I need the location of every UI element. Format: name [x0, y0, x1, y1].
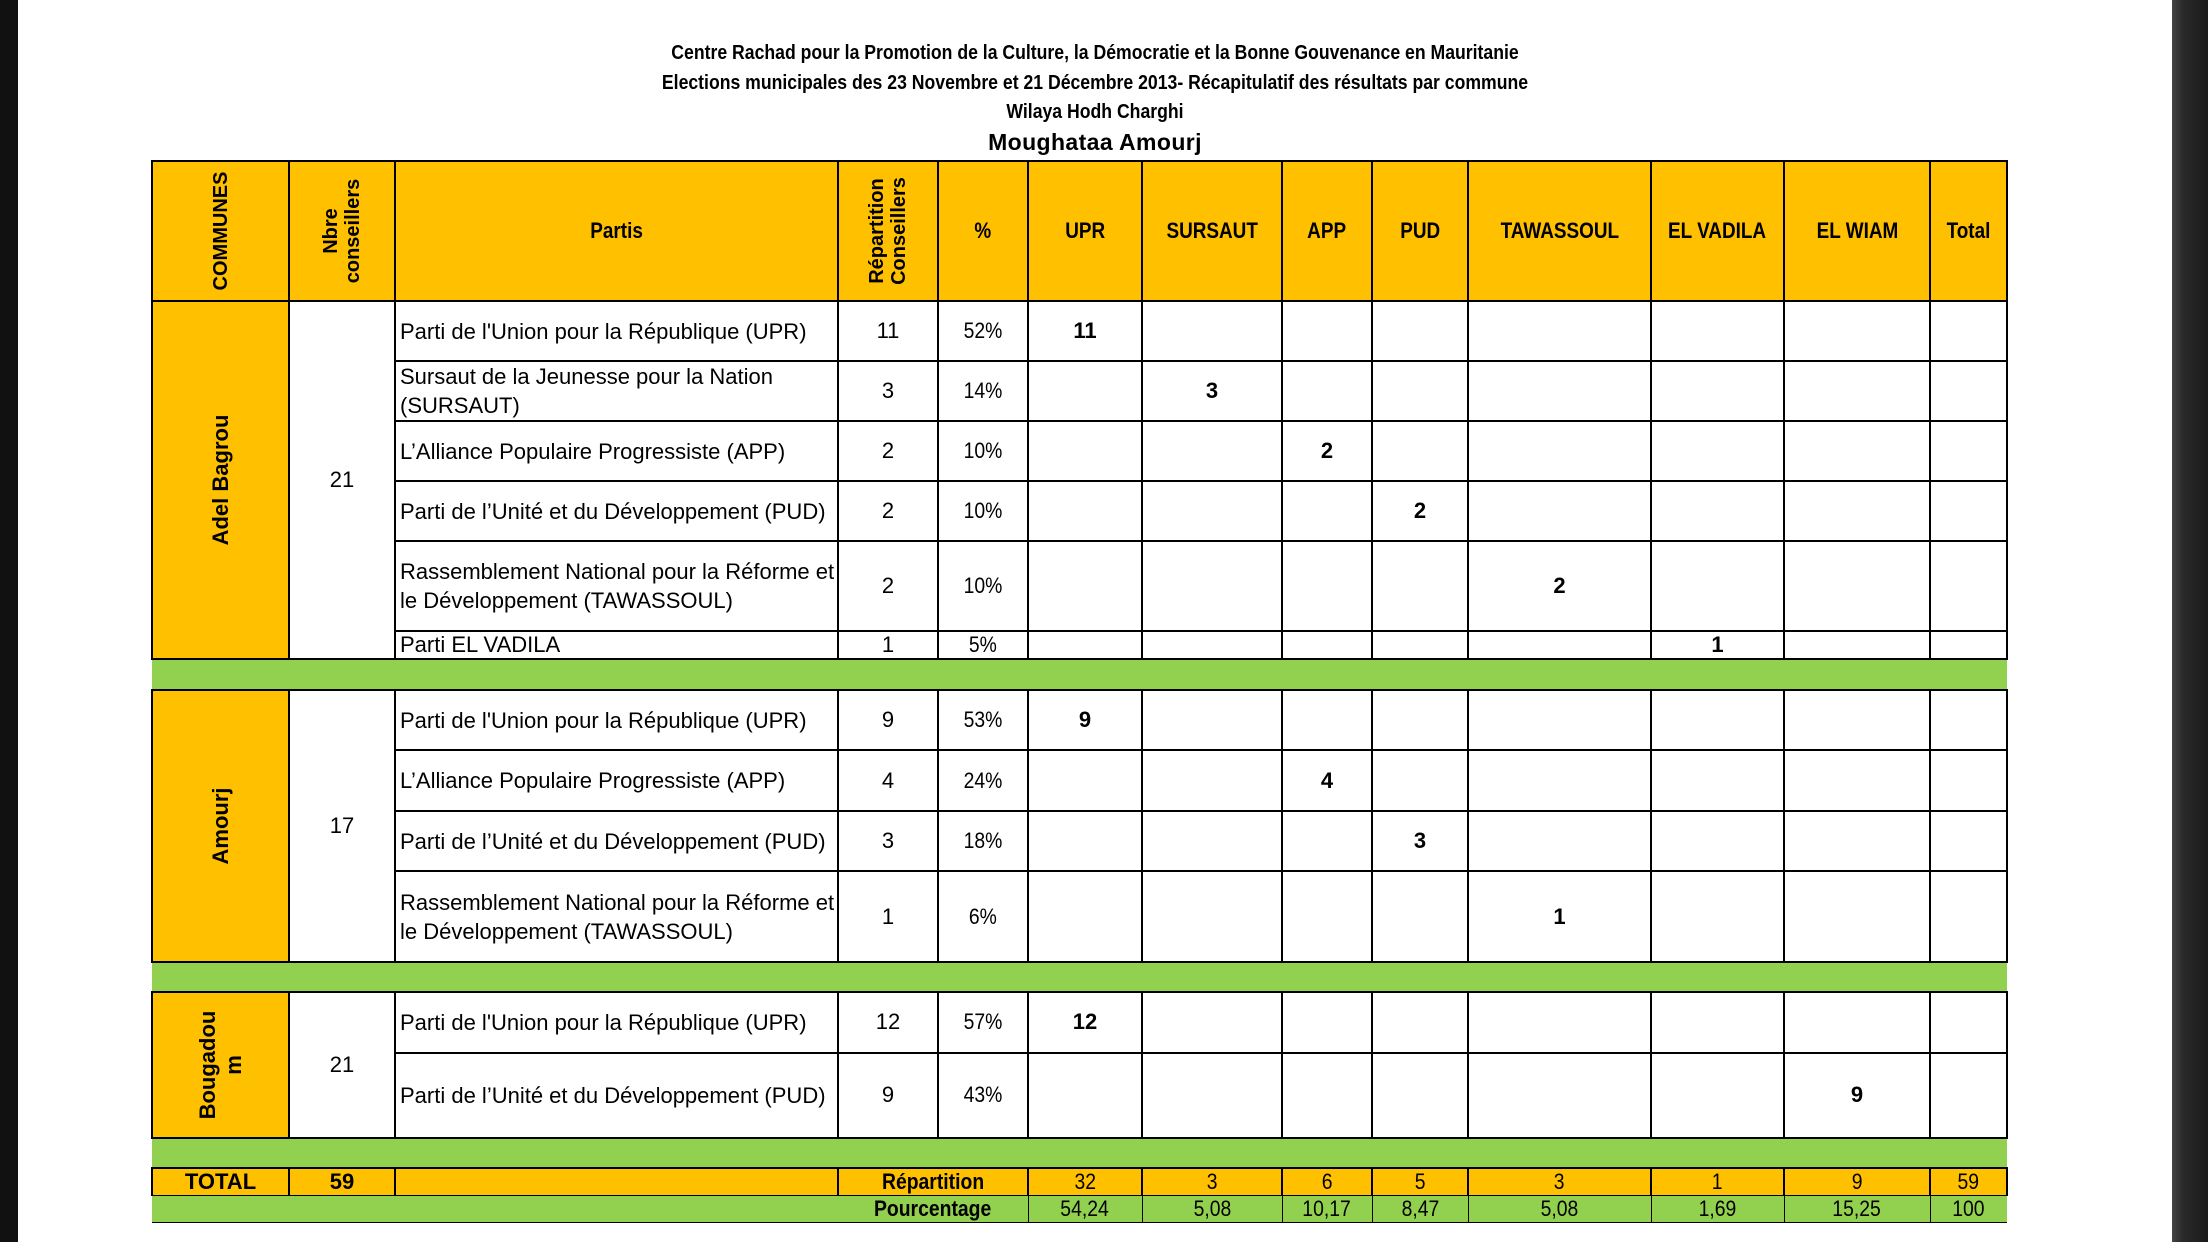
percent-cell	[938, 481, 1028, 541]
repartition-label	[838, 1168, 1028, 1196]
seats-elwiam-cell	[1784, 871, 1930, 962]
repartition-cell: 3	[838, 361, 938, 421]
seats-elvadila-cell	[1651, 541, 1784, 631]
seats-upr-cell	[1028, 421, 1142, 481]
repartition-app-value: 6	[1321, 1169, 1333, 1194]
percent-cell	[938, 421, 1028, 481]
nbre-conseillers-cell: 21	[289, 992, 395, 1138]
seats-pud-cell	[1372, 421, 1468, 481]
column-header-partis: Partis	[395, 161, 838, 301]
column-header-total: Total	[1930, 161, 2007, 301]
percent-cell	[938, 871, 1028, 962]
repartition-upr-value: 32	[1074, 1169, 1096, 1194]
repartition-cell: 12	[838, 992, 938, 1053]
seats-tawassoul-cell	[1468, 481, 1651, 541]
seats-tawassoul-cell	[1468, 1053, 1651, 1138]
seats-total-cell	[1930, 631, 2007, 659]
party-name-cell: Parti de l’Unité et du Développement (PUD)	[395, 811, 838, 871]
party-name-cell: Sursaut de la Jeunesse pour la Nation (SURSAUT)	[395, 361, 838, 421]
percent-value: 53%	[963, 707, 1003, 733]
repartition-cell: 2	[838, 481, 938, 541]
document-header	[18, 38, 2172, 157]
table-row	[152, 750, 2007, 810]
seats-tawassoul-cell	[1468, 421, 1651, 481]
seats-elvadila-cell	[1651, 481, 1784, 541]
seats-pud-cell	[1372, 992, 1468, 1053]
seats-total-cell	[1930, 992, 2007, 1053]
seats-app-cell	[1282, 690, 1372, 750]
percent-value: 10%	[963, 573, 1003, 598]
repartition-total-value: 59	[1957, 1169, 1980, 1194]
seats-elvadila-cell	[1651, 750, 1784, 810]
seats-elwiam-cell	[1784, 301, 1930, 361]
percent-cell	[938, 811, 1028, 871]
column-header-app: APP	[1282, 161, 1372, 301]
repartition-elvadila	[1651, 1168, 1784, 1196]
seats-upr-cell	[1028, 361, 1142, 421]
table-row	[152, 301, 2007, 361]
seats-sursaut-cell	[1142, 750, 1282, 810]
repartition-cell: 9	[838, 1053, 938, 1138]
seats-app-cell	[1282, 481, 1372, 541]
column-header-communes: COMMUNES	[152, 161, 289, 301]
pourcentage-total	[1930, 1196, 2007, 1223]
commune-name: Amourj	[207, 787, 233, 865]
table-row	[152, 631, 2007, 659]
separator-band-cell	[152, 659, 2007, 690]
repartition-cell: 9	[838, 690, 938, 750]
seats-sursaut-cell	[1142, 811, 1282, 871]
seats-tawassoul-cell	[1468, 690, 1651, 750]
repartition-elwiam-value: 9	[1851, 1169, 1863, 1194]
commune-name: Bougadou m	[194, 1010, 246, 1120]
pourcentage-elwiam-value: 15,25	[1832, 1196, 1882, 1221]
seats-total-cell	[1930, 541, 2007, 631]
seats-upr-cell	[1028, 541, 1142, 631]
percent-value: 18%	[963, 828, 1003, 854]
seats-sursaut-cell	[1142, 690, 1282, 750]
seats-total-cell	[1930, 690, 2007, 750]
column-header-elwiam: EL WIAM	[1784, 161, 1930, 301]
seats-sursaut-cell	[1142, 481, 1282, 541]
seats-tawassoul-cell: 1	[1468, 871, 1651, 962]
seats-elwiam-cell	[1784, 690, 1930, 750]
percent-value: 52%	[963, 318, 1003, 343]
percent-cell	[938, 631, 1028, 659]
pourcentage-label	[838, 1196, 1028, 1223]
party-name-cell: Parti de l’Unité et du Développement (PUD)	[395, 481, 838, 541]
repartition-cell: 4	[838, 750, 938, 810]
seats-elvadila-cell	[1651, 301, 1784, 361]
party-name-cell: Parti de l'Union pour la République (UPR)	[395, 690, 838, 750]
repartition-label-text: Répartition	[881, 1169, 985, 1194]
commune-name: Adel Bagrou	[207, 414, 233, 546]
percent-cell	[938, 301, 1028, 361]
nbre-conseillers-cell: 21	[289, 301, 395, 659]
seats-sursaut-cell: 3	[1142, 361, 1282, 421]
seats-app-cell	[1282, 871, 1372, 962]
seats-pud-cell	[1372, 690, 1468, 750]
nbre-conseillers-cell: 17	[289, 690, 395, 962]
seats-elwiam-cell	[1784, 361, 1930, 421]
pourcentage-sursaut	[1142, 1196, 1282, 1223]
pourcentage-sursaut-value: 5,08	[1193, 1196, 1231, 1221]
repartition-cell: 1	[838, 631, 938, 659]
commune-name-cell	[152, 992, 289, 1138]
separator-band	[152, 1138, 2007, 1168]
seats-tawassoul-cell	[1468, 750, 1651, 810]
seats-upr-cell	[1028, 871, 1142, 962]
table-row	[152, 811, 2007, 871]
repartition-upr	[1028, 1168, 1142, 1196]
percent-cell	[938, 690, 1028, 750]
separator-band	[152, 962, 2007, 992]
seats-elwiam-cell	[1784, 421, 1930, 481]
seats-total-cell	[1930, 1053, 2007, 1138]
pourcentage-elwiam	[1784, 1196, 1930, 1223]
seats-pud-cell	[1372, 631, 1468, 659]
repartition-total	[1930, 1168, 2007, 1196]
page-edge-shadow	[2172, 0, 2208, 1242]
seats-elwiam-cell: 9	[1784, 1053, 1930, 1138]
seats-app-cell	[1282, 301, 1372, 361]
repartition-cell: 11	[838, 301, 938, 361]
seats-app-cell	[1282, 992, 1372, 1053]
totals-pourcentage-row	[152, 1196, 2007, 1223]
repartition-tawassoul	[1468, 1168, 1651, 1196]
seats-upr-cell: 12	[1028, 992, 1142, 1053]
repartition-pud	[1372, 1168, 1468, 1196]
totals-repartition-row	[152, 1168, 2007, 1196]
party-name-cell: Parti de l’Unité et du Développement (PUD)	[395, 1053, 838, 1138]
column-header-percent: %	[938, 161, 1028, 301]
seats-elvadila-cell	[1651, 871, 1784, 962]
seats-app-cell	[1282, 631, 1372, 659]
percent-value: 5%	[969, 632, 997, 657]
seats-pud-cell	[1372, 301, 1468, 361]
seats-elwiam-cell	[1784, 481, 1930, 541]
header-organization: Centre Rachad pour la Promotion de la Culture, la Démocratie et la Bonne Gouvenance en Mauritanie	[671, 41, 1519, 64]
seats-elwiam-cell	[1784, 631, 1930, 659]
seats-total-cell	[1930, 750, 2007, 810]
seats-upr-cell	[1028, 481, 1142, 541]
table-row	[152, 481, 2007, 541]
seats-pud-cell	[1372, 1053, 1468, 1138]
pourcentage-pud-value: 8,47	[1401, 1196, 1439, 1221]
party-name-cell: Parti de l'Union pour la République (UPR)	[395, 992, 838, 1053]
seats-elwiam-cell	[1784, 811, 1930, 871]
party-name-cell: Rassemblement National pour la Réforme et le Développement (TAWASSOUL)	[395, 871, 838, 962]
seats-elvadila-cell	[1651, 421, 1784, 481]
separator-band	[152, 659, 2007, 690]
table-header-row	[152, 161, 2007, 301]
pourcentage-tawassoul-value: 5,08	[1540, 1196, 1579, 1221]
pourcentage-app-value: 10,17	[1302, 1196, 1352, 1221]
pourcentage-upr	[1028, 1196, 1142, 1223]
repartition-cell: 3	[838, 811, 938, 871]
party-name-cell: Rassemblement National pour la Réforme et le Développement (TAWASSOUL)	[395, 541, 838, 631]
pourcentage-elvadila-value: 1,69	[1698, 1196, 1737, 1221]
seats-upr-cell	[1028, 811, 1142, 871]
results-table	[151, 160, 2008, 1223]
party-name-cell: Parti EL VADILA	[395, 631, 838, 659]
repartition-cell: 2	[838, 421, 938, 481]
percent-value: 57%	[963, 1009, 1003, 1035]
seats-upr-cell	[1028, 631, 1142, 659]
seats-total-cell	[1930, 811, 2007, 871]
seats-tawassoul-cell: 2	[1468, 541, 1651, 631]
pourcentage-app	[1282, 1196, 1372, 1223]
pourcentage-label-text: Pourcentage	[874, 1196, 992, 1221]
column-header-sursaut: SURSAUT	[1142, 161, 1282, 301]
repartition-cell: 1	[838, 871, 938, 962]
repartition-tawassoul-value: 3	[1554, 1169, 1565, 1194]
seats-elwiam-cell	[1784, 992, 1930, 1053]
seats-sursaut-cell	[1142, 301, 1282, 361]
pourcentage-tawassoul	[1468, 1196, 1651, 1223]
column-header-elvadila: EL VADILA	[1651, 161, 1784, 301]
percent-cell	[938, 541, 1028, 631]
repartition-pud-value: 5	[1414, 1169, 1426, 1194]
header-wilaya: Wilaya Hodh Charghi	[1006, 100, 1184, 123]
seats-elvadila-cell	[1651, 361, 1784, 421]
seats-pud-cell	[1372, 541, 1468, 631]
seats-app-cell	[1282, 541, 1372, 631]
seats-total-cell	[1930, 301, 2007, 361]
percent-value: 10%	[963, 498, 1003, 523]
seats-upr-cell: 9	[1028, 690, 1142, 750]
table-row	[152, 871, 2007, 962]
percent-cell	[938, 1053, 1028, 1138]
seats-elvadila-cell	[1651, 1053, 1784, 1138]
seats-pud-cell	[1372, 750, 1468, 810]
pourcentage-pud	[1372, 1196, 1468, 1223]
seats-upr-cell	[1028, 750, 1142, 810]
header-moughataa: Moughataa Amourj	[988, 128, 1202, 155]
repartition-elwiam	[1784, 1168, 1930, 1196]
pourcentage-elvadila	[1651, 1196, 1784, 1223]
percent-value: 24%	[963, 767, 1003, 793]
repartition-sursaut	[1142, 1168, 1282, 1196]
separator-band-cell	[152, 962, 2007, 992]
seats-pud-cell	[1372, 361, 1468, 421]
seats-sursaut-cell	[1142, 541, 1282, 631]
commune-name-cell	[152, 690, 289, 962]
seats-elwiam-cell	[1784, 541, 1930, 631]
separator-band-cell	[152, 1138, 2007, 1168]
seats-elwiam-cell	[1784, 750, 1930, 810]
seats-sursaut-cell	[1142, 1053, 1282, 1138]
seats-elvadila-cell	[1651, 690, 1784, 750]
seats-total-cell	[1930, 421, 2007, 481]
percent-value: 10%	[963, 438, 1003, 463]
seats-tawassoul-cell	[1468, 361, 1651, 421]
party-name-cell: L’Alliance Populaire Progressiste (APP)	[395, 421, 838, 481]
table-row	[152, 421, 2007, 481]
percent-value: 43%	[963, 1082, 1003, 1108]
repartition-app	[1282, 1168, 1372, 1196]
pourcentage-blank	[152, 1196, 838, 1223]
percent-value: 6%	[969, 903, 997, 929]
repartition-elvadila-value: 1	[1712, 1169, 1723, 1194]
seats-app-cell: 4	[1282, 750, 1372, 810]
seats-sursaut-cell	[1142, 992, 1282, 1053]
column-header-pud: PUD	[1372, 161, 1468, 301]
percent-cell	[938, 361, 1028, 421]
seats-elvadila-cell: 1	[1651, 631, 1784, 659]
table-row	[152, 361, 2007, 421]
seats-sursaut-cell	[1142, 871, 1282, 962]
seats-total-cell	[1930, 871, 2007, 962]
percent-cell	[938, 750, 1028, 810]
repartition-sursaut-value: 3	[1206, 1169, 1218, 1194]
column-header-repartition: Répartition Conseillers	[838, 161, 938, 301]
seats-total-cell	[1930, 481, 2007, 541]
column-header-tawassoul: TAWASSOUL	[1468, 161, 1651, 301]
seats-upr-cell: 11	[1028, 301, 1142, 361]
seats-pud-cell	[1372, 871, 1468, 962]
table-row	[152, 1053, 2007, 1138]
repartition-cell: 2	[838, 541, 938, 631]
seats-tawassoul-cell	[1468, 811, 1651, 871]
seats-app-cell	[1282, 361, 1372, 421]
pourcentage-upr-value: 54,24	[1060, 1196, 1110, 1221]
percent-cell	[938, 992, 1028, 1053]
seats-elvadila-cell	[1651, 811, 1784, 871]
party-name-cell: L’Alliance Populaire Progressiste (APP)	[395, 750, 838, 810]
table-row	[152, 541, 2007, 631]
seats-pud-cell: 3	[1372, 811, 1468, 871]
column-header-nbre: Nbre conseillers	[289, 161, 395, 301]
total-partis-empty	[395, 1168, 838, 1196]
seats-total-cell	[1930, 361, 2007, 421]
seats-tawassoul-cell	[1468, 301, 1651, 361]
seats-tawassoul-cell	[1468, 992, 1651, 1053]
seats-tawassoul-cell	[1468, 631, 1651, 659]
seats-sursaut-cell	[1142, 631, 1282, 659]
seats-sursaut-cell	[1142, 421, 1282, 481]
party-name-cell: Parti de l'Union pour la République (UPR)	[395, 301, 838, 361]
seats-app-cell	[1282, 811, 1372, 871]
column-header-upr: UPR	[1028, 161, 1142, 301]
table-row	[152, 690, 2007, 750]
header-elections: Elections municipales des 23 Novembre et 21 Décembre 2013- Récapitulatif des résultats par commune	[661, 70, 1529, 94]
table-row	[152, 992, 2007, 1053]
pourcentage-total-value: 100	[1952, 1196, 1985, 1221]
total-label: TOTAL	[152, 1168, 289, 1196]
seats-upr-cell	[1028, 1053, 1142, 1138]
total-nbre: 59	[289, 1168, 395, 1196]
seats-elvadila-cell	[1651, 992, 1784, 1053]
seats-app-cell: 2	[1282, 421, 1372, 481]
seats-pud-cell: 2	[1372, 481, 1468, 541]
percent-value: 14%	[963, 378, 1003, 403]
seats-app-cell	[1282, 1053, 1372, 1138]
commune-name-cell	[152, 301, 289, 659]
